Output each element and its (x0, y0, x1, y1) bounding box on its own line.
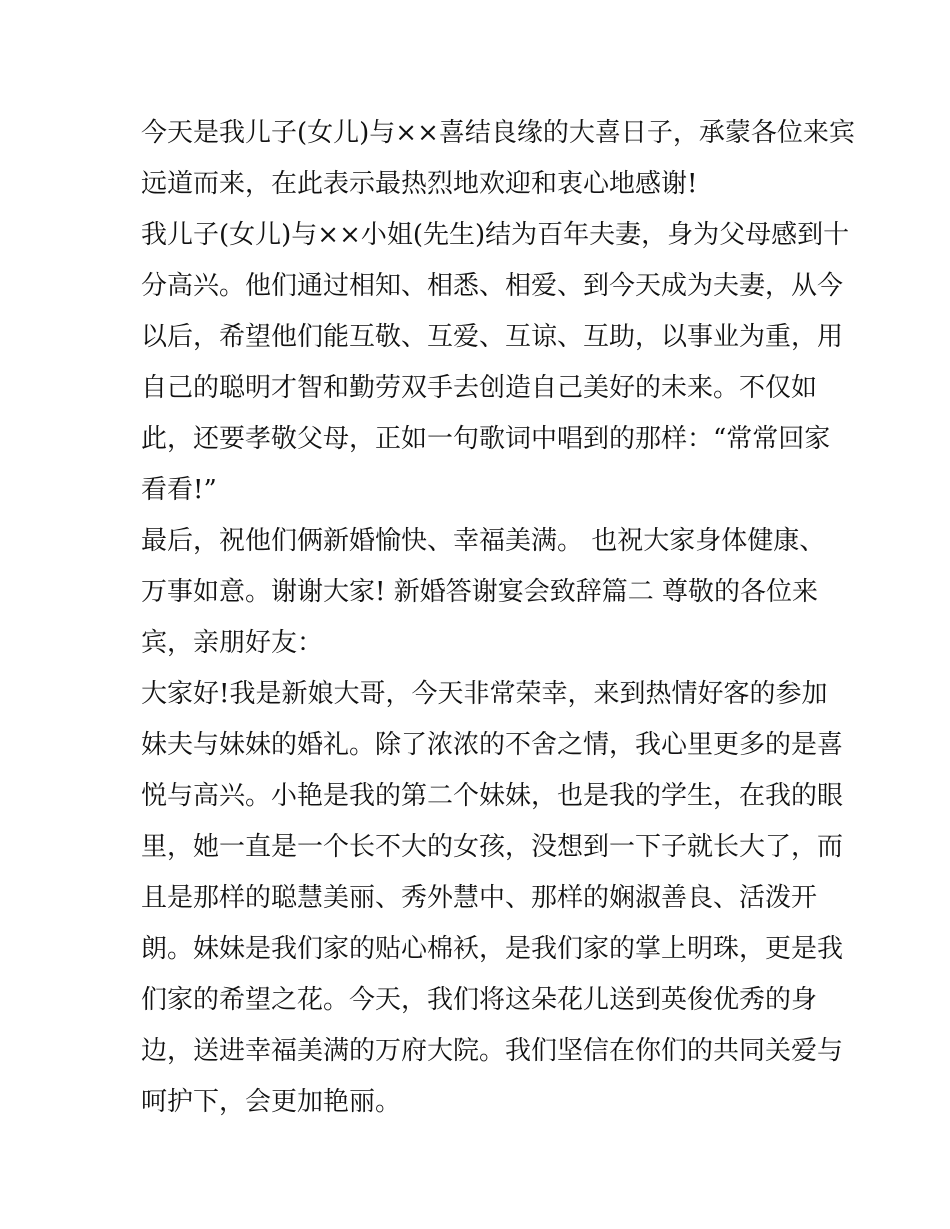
text-line: 此，还要孝敬父母，正如一句歌词中唱到的那样：“常常回家 (141, 424, 831, 454)
text-line: 最后，祝他们俩新婚愉快、幸福美满。 也祝大家身体健康、 (141, 526, 826, 556)
text-line: 大家好!我是新娘大哥，今天非常荣幸，来到热情好客的参加 (141, 679, 828, 709)
paragraph-brother-speech (141, 669, 844, 1128)
text-line: 宾，亲朋好友： (141, 628, 324, 658)
text-line: 远道而来，在此表示最热烈地欢迎和衷心地感谢! (141, 169, 698, 199)
text-line: 们家的希望之花。今天，我们将这朵花儿送到英俊优秀的身 (141, 985, 818, 1015)
text-line: 妹夫与妹妹的婚礼。除了浓浓的不舍之情，我心里更多的是喜 (141, 730, 844, 760)
text-line: 万事如意。谢谢大家! 新婚答谢宴会致辞篇二 尊敬的各位来 (141, 577, 818, 607)
paragraph-closing (141, 516, 826, 669)
text-line: 呵护下，会更加艳丽。 (141, 1087, 402, 1117)
paragraph-blessing (141, 210, 850, 516)
text-line: 分高兴。他们通过相知、相悉、相爱、到今天成为夫妻，从今 (141, 271, 844, 301)
text-line: 以后，希望他们能互敬、互爱、互谅、互助，以事业为重，用 (141, 322, 844, 352)
text-line: 边，送进幸福美满的万府大院。我们坚信在你们的共同关爱与 (141, 1036, 844, 1066)
text-line: 且是那样的聪慧美丽、秀外慧中、那样的娴淑善良、活泼开 (141, 883, 818, 913)
text-line: 朗。妹妹是我们家的贴心棉袄，是我们家的掌上明珠，更是我 (141, 934, 844, 964)
text-line: 我儿子(女儿)与××小姐(先生)结为百年夫妻，身为父母感到十 (141, 220, 850, 250)
text-line: 里，她一直是一个长不大的女孩，没想到一下子就长大了，而 (141, 832, 844, 862)
paragraph-welcome (141, 108, 855, 210)
text-line: 自己的聪明才智和勤劳双手去创造自己美好的未来。不仅如 (141, 373, 818, 403)
document-body (141, 108, 855, 1128)
text-line: 看看!” (141, 475, 217, 505)
text-line: 今天是我儿子(女儿)与××喜结良缘的大喜日子，承蒙各位来宾 (141, 118, 855, 148)
text-line: 悦与高兴。小艳是我的第二个妹妹，也是我的学生，在我的眼 (141, 781, 844, 811)
